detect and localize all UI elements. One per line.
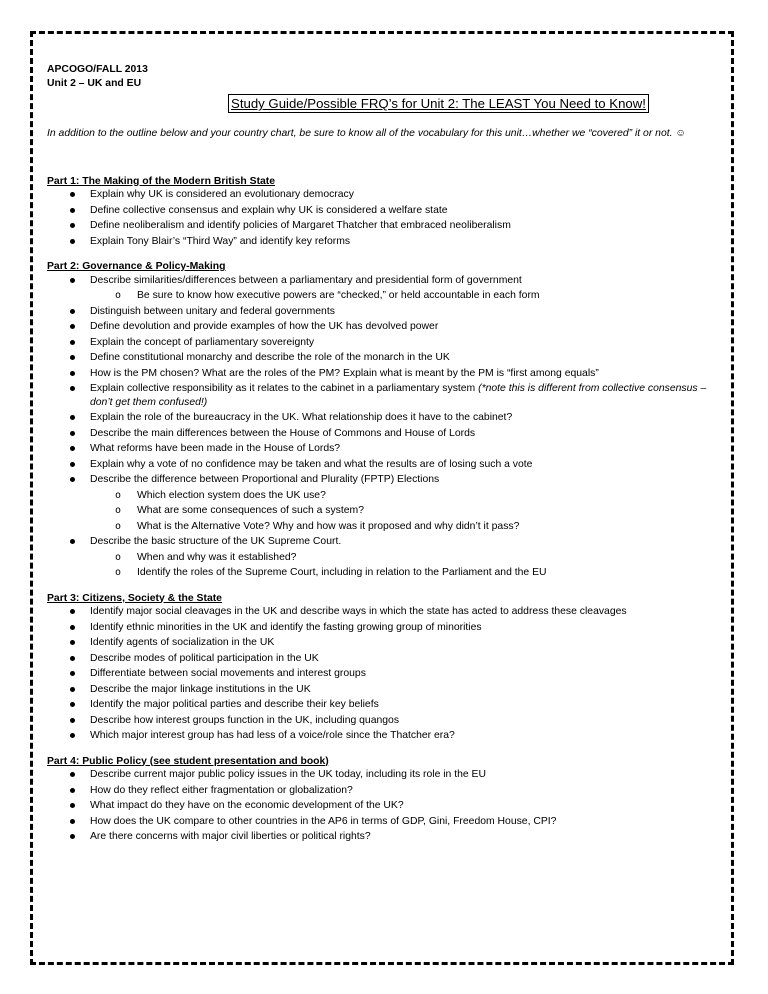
list-item-text: Define constitutional monarchy and describe the role of the monarch in the UK <box>90 352 450 363</box>
sub-list-item: o Which election system does the UK use? <box>90 489 722 503</box>
list-item-text: Explain Tony Blair’s “Third Way” and identify key reforms <box>90 235 351 247</box>
sub-list <box>90 551 722 580</box>
list-item-text: Describe the main differences between the House of Commons and House of Lords <box>90 427 476 439</box>
sub-list <box>90 289 722 303</box>
list-item <box>47 274 722 303</box>
document-body <box>47 63 722 846</box>
page-title: Study Guide/Possible FRQ’s for Unit 2: The LEAST You Need to Know! <box>228 94 649 113</box>
part-title: Part 1: The Making of the Modern British State <box>47 175 276 187</box>
list-item <box>47 411 722 425</box>
list-item-text: Define neoliberalism and identify policies of Margaret Thatcher that embraced neoliberalism <box>90 220 511 231</box>
sub-list-item: o Identify the roles of the Supreme Court, including in relation to the Parliament and the EU <box>90 566 722 580</box>
part-section-4 <box>47 755 722 844</box>
list-item <box>47 815 722 829</box>
list-item <box>47 714 722 728</box>
bullet-list <box>47 274 722 580</box>
list-item <box>47 621 722 635</box>
list-item-text: Define devolution and provide examples of how the UK has devolved power <box>90 321 439 332</box>
list-item <box>47 729 722 743</box>
list-item <box>47 535 722 580</box>
part-section-2 <box>47 260 722 580</box>
intro-text: In addition to the outline below and your country chart, be sure to know all of the vocabulary for this unit…whether we “covered” it or not. ☺ <box>47 128 687 139</box>
list-item-text: What impact do they have on the economic development of the UK? <box>90 800 404 811</box>
sub-list-item: o What are some consequences of such a system? <box>90 504 722 518</box>
list-item-text: Describe the major linkage institutions in the UK <box>90 683 311 695</box>
list-item <box>47 336 722 350</box>
list-item <box>47 382 722 409</box>
sub-list-item: o When and why was it established? <box>90 551 722 565</box>
list-item <box>47 768 722 782</box>
part-title: Part 4: Public Policy (see student presentation and book) <box>47 755 329 767</box>
list-item-text: Identify the major political parties and describe their key beliefs <box>90 699 379 710</box>
parts-container <box>47 175 722 844</box>
list-item <box>47 442 722 456</box>
bullet-list <box>47 188 722 248</box>
list-item-note: (*note this is different from collective consensus – don’t get them confused!) <box>90 383 707 408</box>
list-item <box>47 799 722 813</box>
part-title: Part 2: Governance & Policy-Making <box>47 261 226 272</box>
list-item <box>47 830 722 844</box>
list-item-text: How do they reflect either fragmentation or globalization? <box>90 784 353 796</box>
list-item <box>47 351 722 365</box>
title-wrap <box>47 94 722 113</box>
list-item-text: Identify ethnic minorities in the UK and identify the fasting growing group of minorities <box>90 621 482 633</box>
list-item-text: Describe the difference between Proportional and Plurality (FPTP) Elections <box>90 474 440 485</box>
list-item <box>47 204 722 218</box>
course-line: APCOGO/FALL 2013 <box>47 64 148 75</box>
list-item-text: Explain the concept of parliamentary sovereignty <box>90 336 315 348</box>
unit-line: Unit 2 – UK and EU <box>47 77 142 89</box>
list-item-text: Distinguish between unitary and federal governments <box>90 305 335 317</box>
bullet-list <box>47 605 722 743</box>
list-item-text: Which major interest group has had less of a voice/role since the Thatcher era? <box>90 730 455 741</box>
list-item-text: Explain the role of the bureaucracy in the UK. What relationship does it have to the cabinet? <box>90 412 513 423</box>
list-item-text: Describe modes of political participation in the UK <box>90 652 319 664</box>
list-item <box>47 683 722 697</box>
list-item <box>47 605 722 619</box>
sub-list-item: o What is the Alternative Vote? Why and how was it proposed and why didn’t it pass? <box>90 520 722 534</box>
list-item-text: Explain why UK is considered an evolutionary democracy <box>90 189 354 200</box>
part-title: Part 3: Citizens, Society & the State <box>47 592 222 604</box>
list-item-text: Explain collective responsibility as it relates to the cabinet in a parliamentary system <box>90 383 476 394</box>
list-item <box>47 188 722 202</box>
list-item-text: Explain why a vote of no confidence may be taken and what the results are of losing such a vote <box>90 458 533 470</box>
list-item <box>47 458 722 472</box>
list-item <box>47 305 722 319</box>
bullet-list <box>47 768 722 844</box>
list-item-text: Describe how interest groups function in the UK, including quangos <box>90 714 400 726</box>
list-item-text: Define collective consensus and explain why UK is considered a welfare state <box>90 204 448 216</box>
list-item <box>47 219 722 233</box>
list-item-text: Describe the basic structure of the UK Supreme Court. <box>90 536 342 547</box>
list-item <box>47 652 722 666</box>
list-item-text: Describe current major public policy issues in the UK today, including its role in the EU <box>90 769 486 780</box>
part-section-1 <box>47 175 722 249</box>
part-section-3 <box>47 592 722 743</box>
list-item <box>47 473 722 533</box>
list-item-text: Identify major social cleavages in the UK and describe ways in which the state has acted to address these cleavages <box>90 606 627 617</box>
list-item <box>47 427 722 441</box>
list-item-text: How is the PM chosen? What are the roles of the PM? Explain what is meant by the PM is “first among equals” <box>90 367 599 379</box>
list-item <box>47 367 722 381</box>
list-item <box>47 320 722 334</box>
list-item <box>47 698 722 712</box>
list-item-text: Are there concerns with major civil liberties or political rights? <box>90 831 371 842</box>
list-item-text: How does the UK compare to other countries in the AP6 in terms of GDP, Gini, Freedom House, CPI? <box>90 815 557 827</box>
list-item-text: Differentiate between social movements and interest groups <box>90 668 366 679</box>
sub-list <box>90 489 722 534</box>
list-item-text: Describe similarities/differences between a parliamentary and presidential form of government <box>90 274 522 286</box>
sub-list-item: o Be sure to know how executive powers are “checked,” or held accountable in each form <box>90 289 722 303</box>
list-item-text: What reforms have been made in the House of Lords? <box>90 443 341 454</box>
list-item <box>47 667 722 681</box>
list-item <box>47 235 722 249</box>
list-item <box>47 784 722 798</box>
list-item <box>47 636 722 650</box>
list-item-text: Identify agents of socialization in the UK <box>90 637 275 648</box>
